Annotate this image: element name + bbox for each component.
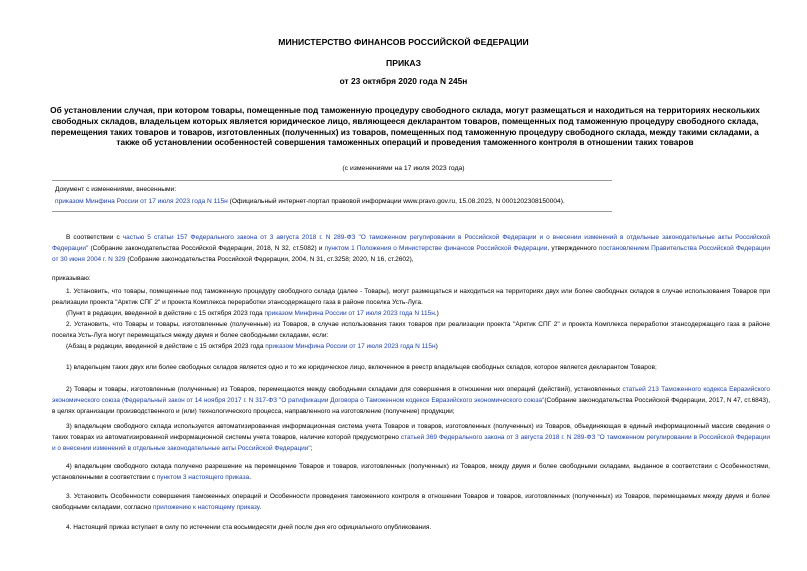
government-decree-link[interactable]: постановлением Правительства Российской Федерации от 30 июня 2004 г. N 329: [52, 244, 771, 263]
preamble-text-4: (Собрание законодательства Российской Федерации, 2004, N 31, ст.3258; 2020, N 16, ст.2602),: [125, 255, 414, 263]
law-289-link[interactable]: частью 5 статьи 157 Федерального закона от 3 августа 2018 г. N 289-ФЗ "О таможенном регулировании в Российской Федерации и о внесении изменений в отдельные законодательные акты Российской Федерации": [52, 234, 770, 252]
paragraph-1: 1. Установить, что товары, помещенные под таможенную процедуру свободного склада (далее - Товары), могут размещаться и находиться на территориях двух или более свободных складов в случае использования Товаров при реализации проекта "Арктик СПГ 2" и проекта Комплекса переработки этансодержащего газа в районе поселка Усть-Луга.: [52, 288, 770, 306]
subpoint-3-text: 3) владельцем свободного склада используется автоматизированная информационная система учета Товаров и товаров, изготовленных (полученных) из Товаров, объединяющая в единый информационный массив сведения о таких товарах из автоматизированной информационной системы учета товаров, наличие которой предусмотрено: [52, 423, 770, 441]
amendments-box: [52, 180, 612, 212]
ministry-title: МИНИСТЕРСТВО ФИНАНСОВ РОССИЙСКОЙ ФЕДЕРАЦИИ: [278, 37, 529, 47]
note-text: (Абзац в редакции, введенной в действие с 15 октября 2023 года: [66, 343, 266, 350]
note-end: ): [435, 343, 438, 350]
note-link-1[interactable]: приказом Минфина России от 17 июля 2023 года N 115н: [264, 310, 435, 317]
appendix-link[interactable]: приложению к настоящему приказу: [152, 503, 260, 511]
amendments-line: [52, 196, 612, 208]
preamble-text-2: (Собрание законодательства Российской Федерации, 2018, N 32, ст.5082) и: [88, 244, 325, 252]
paragraph-3-end: .: [259, 503, 262, 511]
amendment-link[interactable]: приказом Минфина России от 17 июля 2023 года N 115н: [55, 198, 228, 205]
note-end: .): [434, 310, 439, 317]
amendment-source: (Официальный интернет-портал правовой информации www.pravo.gov.ru, 15.08.2023, N 0001202308150004).: [227, 198, 565, 205]
order-date: от 23 октября 2020 года N 245н: [339, 76, 468, 86]
subpoint-1: 1) владельцем таких двух или более свободных складов является одно и то же юридическое лицо, включенное в реестр владельцев свободных складов, которое является декларантом Товаров;: [66, 364, 657, 371]
point-3-link[interactable]: пунктом 3 настоящего приказа: [156, 473, 250, 481]
regulation-link[interactable]: пунктом 1 Положения о Министерстве финансов Российской Федерации: [324, 244, 548, 252]
preamble-text-3: , утвержденного: [547, 244, 599, 252]
subpoint-4-end: .: [249, 473, 251, 481]
article-369-link[interactable]: статьей 369 Федерального закона от 3 августа 2018 г. N 289-ФЗ "О таможенном регулировании в Российской Федерации и о внесении изменений в отдельные законодательные акты Российской Федерации": [52, 433, 770, 452]
subpoint-2: [52, 385, 770, 418]
paragraph-3-text: 3. Установить Особенности совершения таможенных операций и Особенности проведения таможенного контроля в отношении Товаров и товаров, изготовленных (полученных) из Товаров, перемещаемых между двумя и более свободными складами, согласно: [52, 493, 770, 511]
note-link-2[interactable]: приказом Минфина России от 17 июля 2023 года N 115н: [265, 343, 436, 350]
paragraph-2-note: [52, 342, 770, 353]
note-text: (Пункт в редакции, введенной в действие с 15 октября 2023 года: [66, 310, 265, 317]
customs-code-link[interactable]: статьей 213 Таможенного кодекса Евразийского экономического союза (Федеральный закон от 14 ноября 2017 г. N 317-ФЗ "О ратификации Договора о Таможенном кодексе Евразийского экономического союза": [52, 386, 770, 404]
preamble-text-1: В соответствии с: [66, 234, 123, 241]
order-title: ПРИКАЗ: [386, 58, 421, 68]
order-word: приказываю:: [52, 275, 91, 282]
changes-note: (с изменениями на 17 июля 2023 года): [342, 165, 465, 172]
subpoint-3: [52, 422, 770, 455]
order-subject: Об установлении случая, при котором товары, помещенные под таможенную процедуру свободного склада, могут размещаться и находиться на территориях нескольких свободных складов, владельцем которых является юридическое лицо, являющееся декларантом товаров, помещенных под таможенную процедуру свободного склада, перемещения таких товаров и товаров, изготовленных (полученных) из товаров, помещенных под таможенную процедуру свободного склада, между такими складами, а также об установлении особенностей совершения таможенных операций и проведения таможенного контроля в отношении таких товаров: [50, 105, 760, 148]
subpoint-2-text: 2) Товары и товары, изготовленные (полученные) из Товаров, перемещаются между свободными складами для совершения в отношении них операций (действий), установленных: [66, 386, 623, 393]
subpoint-4-text: 4) владельцем свободного склада получено разрешение на перемещение Товаров и товаров, изготовленных (полученных) из Товаров, между двумя и более свободными складами, выданное в соответствии с Особенностями, установленными в соответствии с: [52, 463, 770, 481]
subpoint-2-end: (Собрание законодательства Российской Федерации, 2017, N 47, ст.6843), в целях организации производственного и (или) технологического процесса, направленного на изготовление (получение) продукции;: [52, 396, 771, 415]
subpoint-4: [52, 462, 770, 484]
paragraph-3: [52, 492, 770, 514]
paragraph-4: 4. Настоящий приказ вступает в силу по истечении ста восьмидесяти дней после дня его официального опубликования.: [66, 524, 432, 531]
paragraph-1-note: [52, 309, 770, 320]
subpoint-3-end: ;: [310, 444, 313, 452]
amendments-heading: Документ с изменениями, внесенными:: [55, 186, 177, 193]
paragraph-2: 2. Установить, что Товары и товары, изготовленные (полученные) из Товаров, в случае использования таких товаров при реализации проекта "Арктик СПГ 2" и проекта Комплекса переработки этансодержащего газа в районе поселка Усть-Луга могут перемещаться между двумя и более свободными складами, если:: [52, 321, 770, 339]
preamble: [52, 233, 770, 266]
